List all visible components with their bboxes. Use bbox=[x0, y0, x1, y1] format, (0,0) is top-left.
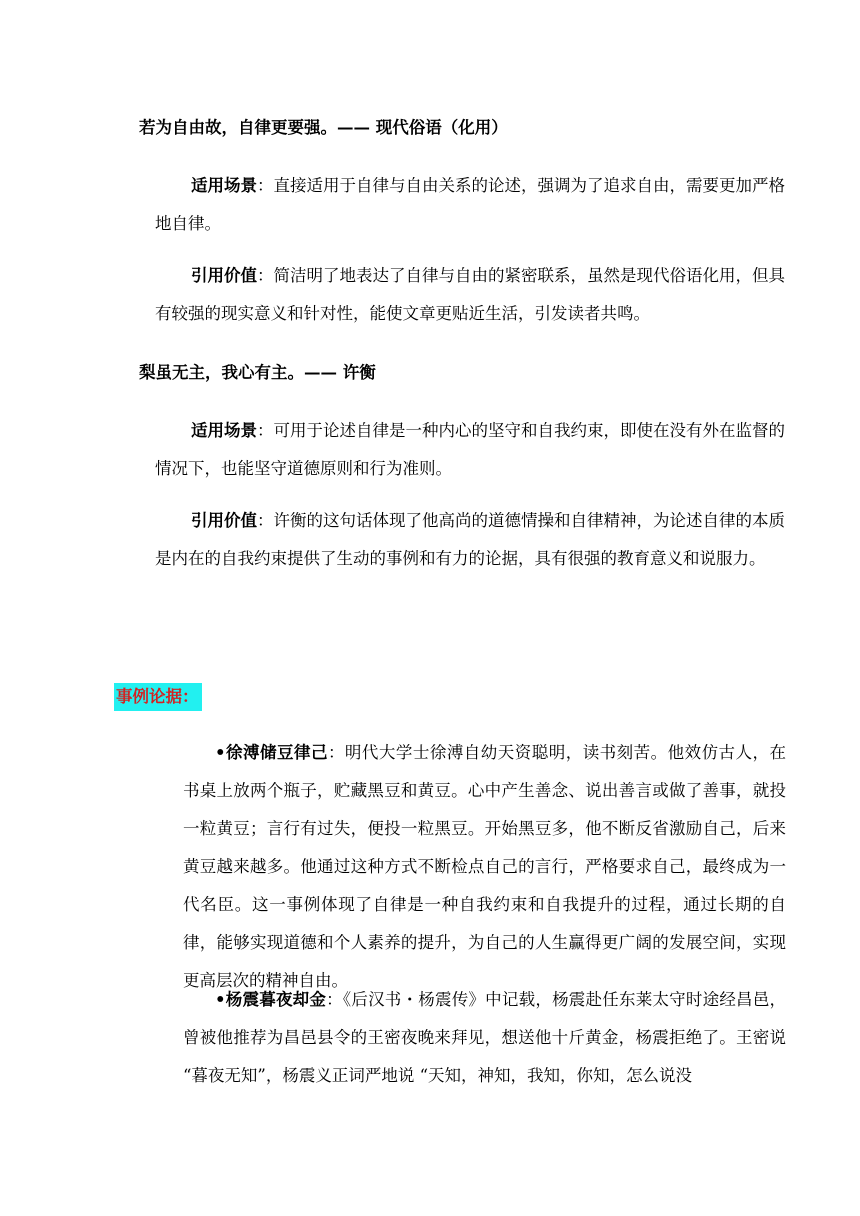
quote-scene-paragraph bbox=[155, 412, 785, 488]
example-text: ：明代大学士徐溥自幼天资聪明，读书刻苦。他效仿古人，在书桌上放两个瓶子，贮藏黑豆和黄豆。心中产生善念、说出善言或做了善事，就投一粒黄豆；言行有过失，便投一粒黑豆。开始黑豆多，他不断反省激励自己，后来黄豆越来越多。他通过这种方式不断检点自己的言行，严格要求自己，最终成为一代名臣。这一事例体现了自律是一种自我约束和自我提升的过程，通过长期的自律，能够实现道德和个人素养的提升，为自己的人生赢得更广阔的发展空间，实现更高层次的精神自由。 bbox=[183, 743, 787, 990]
bullet-icon: • bbox=[215, 743, 226, 762]
examples-section-title: 事例论据： bbox=[114, 683, 202, 711]
example-title: 杨震暮夜却金 bbox=[225, 990, 327, 1009]
value-text: ：简洁明了地表达了自律与自由的紧密联系，虽然是现代俗语化用，但具有较强的现实意义和针对性，能使文章更贴近生活，引发读者共鸣。 bbox=[155, 266, 785, 323]
quote-value-paragraph bbox=[155, 502, 785, 578]
example-text: ：《后汉书・杨震传》中记载，杨震赴任东莱太守时途经昌邑，曾被他推荐为昌邑县令的王密夜晚来拜见，想送他十斤黄金，杨震拒绝了。王密说 “暮夜无知”，杨震义正词严地说 “天知，神知，我知，你知，怎么说没 bbox=[183, 990, 787, 1085]
scene-label: 适用场景 bbox=[191, 176, 257, 195]
value-label: 引用价值 bbox=[191, 511, 257, 530]
quote-scene-paragraph bbox=[155, 167, 785, 243]
quote-heading: 若为自由故，自律更要强。—— 现代俗语（化用） bbox=[139, 118, 508, 137]
example-item bbox=[183, 734, 786, 1000]
quote-heading: 梨虽无主，我心有主。—— 许衡 bbox=[139, 363, 376, 382]
example-item bbox=[183, 981, 786, 1095]
scene-label: 适用场景 bbox=[191, 421, 257, 440]
value-text: ：许衡的这句话体现了他高尚的道德情操和自律精神，为论述自律的本质是内在的自我约束提供了生动的事例和有力的论据，具有很强的教育意义和说服力。 bbox=[155, 511, 785, 568]
scene-text: ：可用于论述自律是一种内心的坚守和自我约束，即使在没有外在监督的情况下，也能坚守道德原则和行为准则。 bbox=[155, 421, 785, 478]
example-title: 徐溥储豆律己 bbox=[225, 743, 328, 762]
bullet-icon: • bbox=[215, 990, 226, 1009]
value-label: 引用价值 bbox=[191, 266, 257, 285]
scene-text: ：直接适用于自律与自由关系的论述，强调为了追求自由，需要更加严格地自律。 bbox=[155, 176, 785, 233]
quote-value-paragraph bbox=[155, 257, 785, 333]
